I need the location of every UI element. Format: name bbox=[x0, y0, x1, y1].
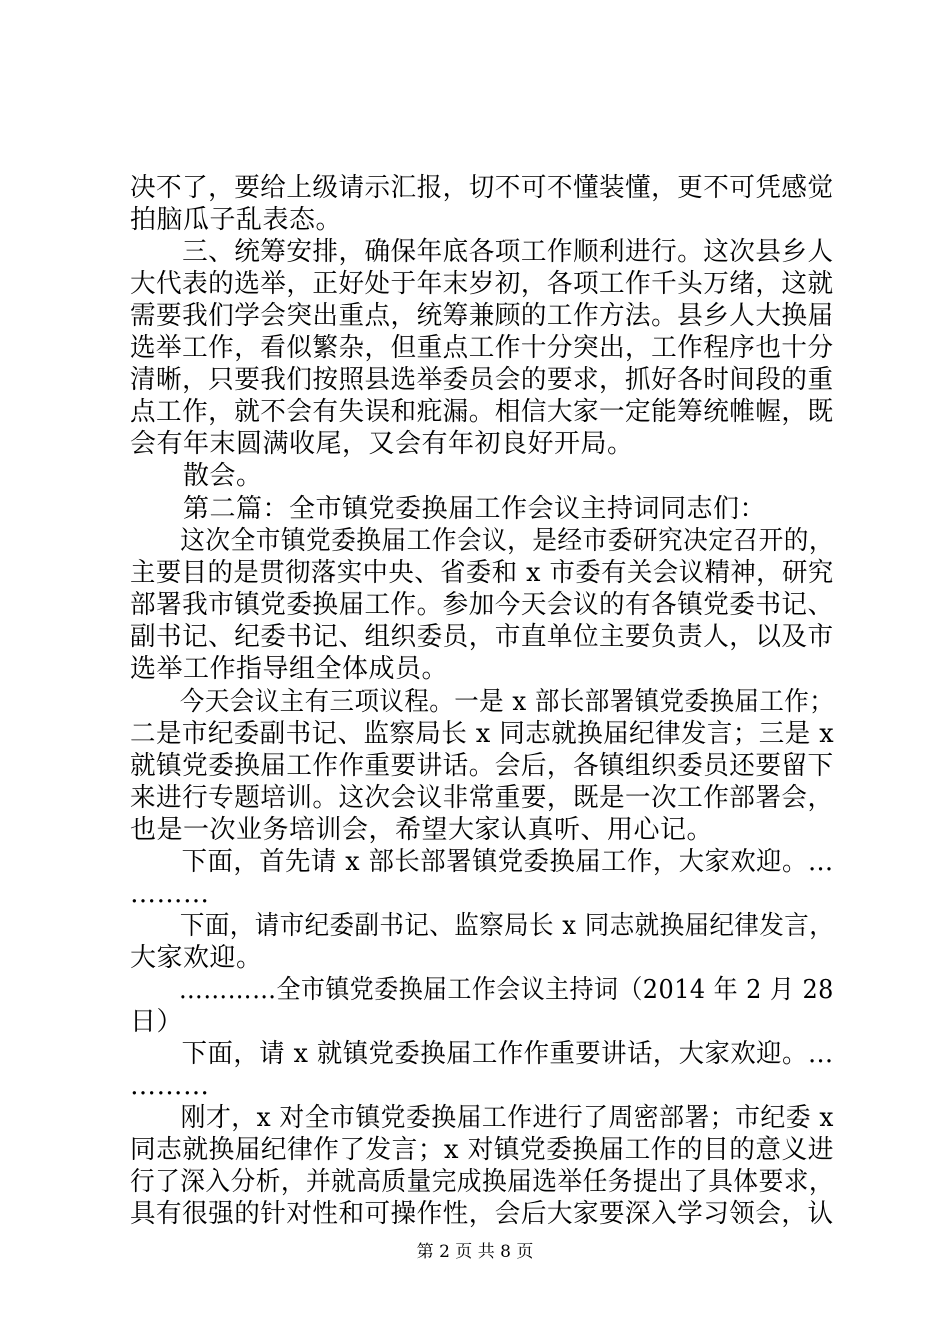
text-line: 会有年末圆满收尾，又会有年初良好开局。 bbox=[130, 429, 634, 459]
text-line: 也是一次业务培训会，希望大家认真听、用心记。 bbox=[130, 815, 714, 845]
text-line: 第二篇：全市镇党委换届工作会议主持词同志们： bbox=[130, 494, 767, 524]
text-line: 清晰，只要我们按照县选举委员会的要求，抓好各时间段的重 bbox=[130, 365, 834, 395]
text-line: 具有很强的针对性和可操作性，会后大家要深入学习领会，认 bbox=[130, 1199, 834, 1229]
text-line: 点工作，就不会有失误和疪漏。相信大家一定能筹统帷幄，既 bbox=[130, 397, 834, 427]
text-line: ……… bbox=[130, 1071, 210, 1101]
text-line: 选举工作，看似繁杂，但重点工作十分突出，工作程序也十分 bbox=[130, 333, 834, 363]
text-line: 来进行专题培训。这次会议非常重要，既是一次工作部署会， bbox=[130, 783, 834, 813]
text-line: 同志就换届纪律作了发言；x 对镇党委换届工作的目的意义进 bbox=[130, 1135, 834, 1165]
text-line: ……… bbox=[130, 879, 210, 909]
text-line: 决不了，要给上级请示汇报，切不可不懂装懂，更不可凭感觉 bbox=[130, 173, 834, 203]
text-line: 部署我市镇党委换届工作。参加今天会议的有各镇党委书记、 bbox=[130, 590, 834, 620]
text-line: 三、统筹安排，确保年底各项工作顺利进行。这次县乡人 bbox=[130, 237, 834, 267]
text-line: 下面，请市纪委副书记、监察局长 x 同志就换届纪律发言， bbox=[130, 911, 835, 941]
text-line: 刚才，x 对全市镇党委换届工作进行了周密部署；市纪委 x bbox=[130, 1103, 834, 1133]
text-line: …………全市镇党委换届工作会议主持词（2014 年 2 月 28 bbox=[130, 975, 834, 1005]
text-line: 副书记、纪委书记、组织委员，市直单位主要负责人，以及市 bbox=[130, 622, 834, 652]
text-line: 日） bbox=[130, 1007, 184, 1037]
text-line: 就镇党委换届工作作重要讲话。会后，各镇组织委员还要留下 bbox=[130, 751, 834, 781]
text-line: 二是市纪委副书记、监察局长 x 同志就换届纪律发言；三是 x bbox=[130, 719, 835, 749]
text-line: 今天会议主有三项议程。一是 x 部长部署镇党委换届工作； bbox=[130, 687, 835, 717]
text-line: 需要我们学会突出重点，统筹兼顾的工作方法。县乡人大换届 bbox=[130, 301, 834, 331]
text-line: 散会。 bbox=[130, 461, 263, 491]
text-line: 这次全市镇党委换届工作会议，是经市委研究决定召开的， bbox=[130, 526, 835, 556]
text-line: 下面，首先请 x 部长部署镇党委换届工作，大家欢迎。… bbox=[130, 847, 834, 877]
page-footer: 第 2 页 共 8 页 bbox=[416, 1242, 534, 1262]
text-line: 拍脑瓜子乱表态。 bbox=[130, 205, 343, 235]
text-line: 大代表的选举，正好处于年末岁初，各项工作千头万绪，这就 bbox=[130, 269, 834, 299]
text-line: 选举工作指导组全体成员。 bbox=[130, 654, 449, 684]
text-line: 行了深入分析，并就高质量完成换届选举任务提出了具体要求， bbox=[130, 1167, 835, 1197]
text-line: 下面，请 x 就镇党委换届工作作重要讲话，大家欢迎。… bbox=[130, 1039, 834, 1069]
text-line: 大家欢迎。 bbox=[130, 943, 263, 973]
text-line: 主要目的是贯彻落实中央、省委和 x 市委有关会议精神，研究 bbox=[130, 558, 834, 588]
